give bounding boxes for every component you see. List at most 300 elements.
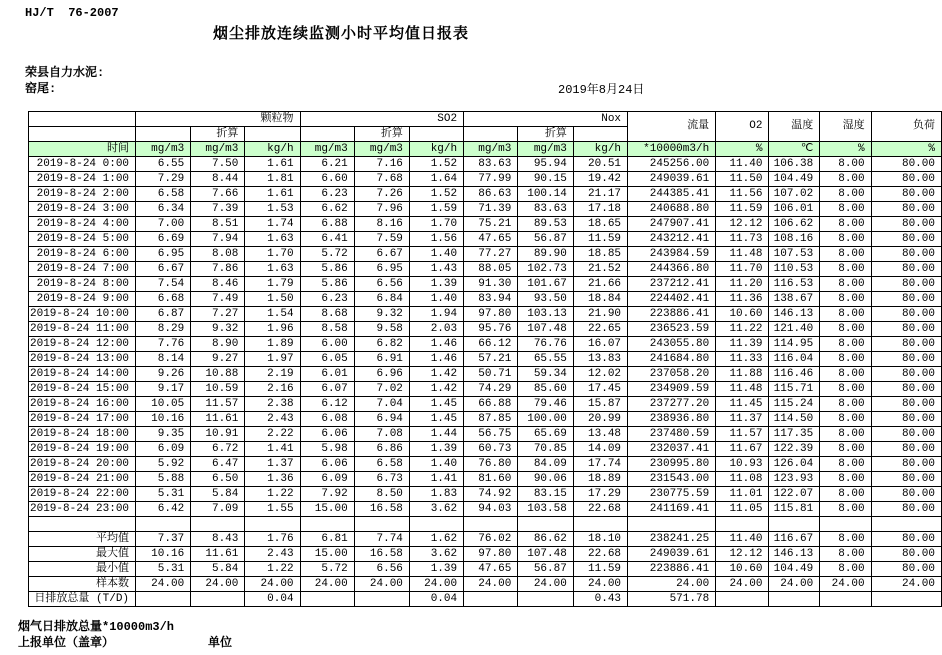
unit-cell: *10000m3/h bbox=[628, 142, 716, 157]
value-cell: 80.00 bbox=[871, 307, 941, 322]
value-cell: 1.83 bbox=[409, 487, 463, 502]
time-cell: 2019-8-24 0:00 bbox=[29, 157, 136, 172]
value-cell: 80.00 bbox=[871, 457, 941, 472]
value-cell: 7.86 bbox=[191, 262, 245, 277]
value-cell: 146.13 bbox=[769, 307, 820, 322]
value-cell: 24.00 bbox=[573, 577, 627, 592]
hour-row bbox=[29, 502, 942, 517]
value-cell: 8.00 bbox=[820, 412, 871, 427]
hour-row bbox=[29, 292, 942, 307]
value-cell: 116.04 bbox=[769, 352, 820, 367]
value-cell: 8.00 bbox=[820, 217, 871, 232]
time-cell: 2019-8-24 16:00 bbox=[29, 397, 136, 412]
value-cell: 6.73 bbox=[354, 472, 409, 487]
hour-row bbox=[29, 307, 942, 322]
value-cell: 1.42 bbox=[409, 382, 463, 397]
value-cell: 237058.20 bbox=[628, 367, 716, 382]
value-cell: 17.45 bbox=[573, 382, 627, 397]
value-cell: 1.41 bbox=[409, 472, 463, 487]
value-cell: 243984.59 bbox=[628, 247, 716, 262]
hour-row bbox=[29, 367, 942, 382]
value-cell: 1.54 bbox=[245, 307, 300, 322]
value-cell: 241169.41 bbox=[628, 502, 716, 517]
value-cell: 1.42 bbox=[409, 367, 463, 382]
value-cell: 20.51 bbox=[573, 157, 627, 172]
value-cell: 7.00 bbox=[136, 217, 191, 232]
value-cell: 8.00 bbox=[820, 487, 871, 502]
time-cell: 2019-8-24 14:00 bbox=[29, 367, 136, 382]
value-cell: 8.00 bbox=[820, 562, 871, 577]
value-cell: 7.66 bbox=[191, 187, 245, 202]
summary-row bbox=[29, 562, 942, 577]
value-cell: 87.85 bbox=[464, 412, 518, 427]
value-cell: 6.06 bbox=[300, 457, 354, 472]
value-cell: 1.79 bbox=[245, 277, 300, 292]
hour-row bbox=[29, 232, 942, 247]
value-cell: 18.85 bbox=[573, 247, 627, 262]
value-cell: 74.29 bbox=[464, 382, 518, 397]
time-cell: 2019-8-24 12:00 bbox=[29, 337, 136, 352]
value-cell: 16.58 bbox=[354, 547, 409, 562]
value-cell: 83.94 bbox=[464, 292, 518, 307]
value-cell: 236523.59 bbox=[628, 322, 716, 337]
value-cell: 24.00 bbox=[820, 577, 871, 592]
value-cell: 6.47 bbox=[191, 457, 245, 472]
value-cell: 6.67 bbox=[354, 247, 409, 262]
value-cell: 18.84 bbox=[573, 292, 627, 307]
value-cell: 8.00 bbox=[820, 502, 871, 517]
time-header: 时间 bbox=[29, 142, 136, 157]
hour-row bbox=[29, 247, 942, 262]
value-cell: 2.19 bbox=[245, 367, 300, 382]
value-cell: 11.61 bbox=[191, 547, 245, 562]
value-cell: 15.00 bbox=[300, 547, 354, 562]
value-cell bbox=[716, 592, 769, 607]
hour-row bbox=[29, 217, 942, 232]
value-cell: 80.00 bbox=[871, 382, 941, 397]
value-cell: 80.00 bbox=[871, 397, 941, 412]
value-cell: 80.00 bbox=[871, 322, 941, 337]
value-cell: 11.59 bbox=[716, 202, 769, 217]
hour-row bbox=[29, 187, 942, 202]
time-cell: 2019-8-24 5:00 bbox=[29, 232, 136, 247]
value-cell: 86.62 bbox=[518, 532, 574, 547]
value-cell: 249039.61 bbox=[628, 172, 716, 187]
value-cell: 90.15 bbox=[518, 172, 574, 187]
value-cell: 8.00 bbox=[820, 187, 871, 202]
value-cell: 5.31 bbox=[136, 487, 191, 502]
value-cell: 24.00 bbox=[628, 577, 716, 592]
value-cell: 11.45 bbox=[716, 397, 769, 412]
value-cell: 47.65 bbox=[464, 232, 518, 247]
value-cell bbox=[464, 517, 518, 532]
value-cell: 21.52 bbox=[573, 262, 627, 277]
value-cell: 11.70 bbox=[716, 262, 769, 277]
summary-label-cell: 平均值 bbox=[29, 532, 136, 547]
unit-cell: ℃ bbox=[769, 142, 820, 157]
value-cell: 10.88 bbox=[191, 367, 245, 382]
value-cell: 6.84 bbox=[354, 292, 409, 307]
value-cell: 8.14 bbox=[136, 352, 191, 367]
value-cell: 245256.00 bbox=[628, 157, 716, 172]
value-cell: 237277.20 bbox=[628, 397, 716, 412]
conv-label-so2: 折算 bbox=[354, 127, 409, 142]
value-cell: 66.12 bbox=[464, 337, 518, 352]
blank-cell bbox=[300, 127, 354, 142]
value-cell: 8.00 bbox=[820, 322, 871, 337]
value-cell: 80.00 bbox=[871, 157, 941, 172]
value-cell: 244366.80 bbox=[628, 262, 716, 277]
value-cell: 95.76 bbox=[464, 322, 518, 337]
value-cell: 6.95 bbox=[354, 262, 409, 277]
value-cell: 21.17 bbox=[573, 187, 627, 202]
value-cell: 1.94 bbox=[409, 307, 463, 322]
value-cell: 80.00 bbox=[871, 532, 941, 547]
value-cell: 7.76 bbox=[136, 337, 191, 352]
value-cell: 115.24 bbox=[769, 397, 820, 412]
value-cell: 1.52 bbox=[409, 187, 463, 202]
blank-cell bbox=[29, 517, 136, 532]
value-cell: 94.03 bbox=[464, 502, 518, 517]
value-cell: 11.73 bbox=[716, 232, 769, 247]
value-cell: 1.55 bbox=[245, 502, 300, 517]
value-cell: 18.89 bbox=[573, 472, 627, 487]
value-cell: 5.84 bbox=[191, 487, 245, 502]
value-cell bbox=[354, 517, 409, 532]
value-cell: 80.00 bbox=[871, 262, 941, 277]
unit-cell: mg/m3 bbox=[354, 142, 409, 157]
value-cell: 106.01 bbox=[769, 202, 820, 217]
value-cell: 11.36 bbox=[716, 292, 769, 307]
time-cell: 2019-8-24 10:00 bbox=[29, 307, 136, 322]
value-cell: 6.09 bbox=[300, 472, 354, 487]
blank-cell bbox=[136, 127, 191, 142]
value-cell: 11.57 bbox=[716, 427, 769, 442]
value-cell: 6.58 bbox=[354, 457, 409, 472]
value-cell: 10.91 bbox=[191, 427, 245, 442]
value-cell: 1.53 bbox=[245, 202, 300, 217]
time-cell: 2019-8-24 11:00 bbox=[29, 322, 136, 337]
value-cell: 7.27 bbox=[191, 307, 245, 322]
value-cell: 0.04 bbox=[409, 592, 463, 607]
time-cell: 2019-8-24 9:00 bbox=[29, 292, 136, 307]
hour-row bbox=[29, 277, 942, 292]
value-cell: 106.38 bbox=[769, 157, 820, 172]
value-cell: 10.59 bbox=[191, 382, 245, 397]
value-cell: 11.01 bbox=[716, 487, 769, 502]
location-label: 窑尾: bbox=[25, 82, 57, 96]
value-cell: 85.60 bbox=[518, 382, 574, 397]
value-cell: 230995.80 bbox=[628, 457, 716, 472]
value-cell: 9.26 bbox=[136, 367, 191, 382]
value-cell: 7.59 bbox=[354, 232, 409, 247]
col-load: 负荷 bbox=[871, 112, 941, 142]
unit-cell: % bbox=[716, 142, 769, 157]
value-cell bbox=[518, 592, 574, 607]
value-cell: 6.69 bbox=[136, 232, 191, 247]
value-cell: 80.00 bbox=[871, 217, 941, 232]
value-cell bbox=[871, 592, 941, 607]
value-cell: 11.67 bbox=[716, 442, 769, 457]
unit-cell: mg/m3 bbox=[136, 142, 191, 157]
value-cell: 1.70 bbox=[245, 247, 300, 262]
value-cell: 5.86 bbox=[300, 277, 354, 292]
value-cell bbox=[518, 517, 574, 532]
value-cell: 104.49 bbox=[769, 562, 820, 577]
value-cell: 17.29 bbox=[573, 487, 627, 502]
value-cell: 11.40 bbox=[716, 532, 769, 547]
value-cell: 76.76 bbox=[518, 337, 574, 352]
value-cell: 1.45 bbox=[409, 397, 463, 412]
value-cell: 20.99 bbox=[573, 412, 627, 427]
value-cell: 10.60 bbox=[716, 307, 769, 322]
value-cell: 2.03 bbox=[409, 322, 463, 337]
hour-row bbox=[29, 442, 942, 457]
time-cell: 2019-8-24 19:00 bbox=[29, 442, 136, 457]
hour-row bbox=[29, 457, 942, 472]
value-cell: 115.71 bbox=[769, 382, 820, 397]
footer-report-unit: 上报单位（盖章） bbox=[18, 636, 115, 650]
value-cell: 3.62 bbox=[409, 502, 463, 517]
value-cell: 60.73 bbox=[464, 442, 518, 457]
value-cell: 6.00 bbox=[300, 337, 354, 352]
value-cell: 11.50 bbox=[716, 172, 769, 187]
value-cell: 6.07 bbox=[300, 382, 354, 397]
hour-row bbox=[29, 322, 942, 337]
value-cell: 5.92 bbox=[136, 457, 191, 472]
value-cell: 66.88 bbox=[464, 397, 518, 412]
time-cell: 2019-8-24 6:00 bbox=[29, 247, 136, 262]
value-cell: 11.48 bbox=[716, 382, 769, 397]
value-cell: 107.53 bbox=[769, 247, 820, 262]
value-cell: 1.74 bbox=[245, 217, 300, 232]
value-cell: 1.46 bbox=[409, 352, 463, 367]
summary-label-cell bbox=[29, 592, 136, 607]
value-cell: 7.16 bbox=[354, 157, 409, 172]
unit-cell: kg/h bbox=[245, 142, 300, 157]
value-cell: 8.43 bbox=[191, 532, 245, 547]
value-cell: 1.97 bbox=[245, 352, 300, 367]
value-cell: 70.85 bbox=[518, 442, 574, 457]
value-cell: 1.96 bbox=[245, 322, 300, 337]
value-cell: 122.07 bbox=[769, 487, 820, 502]
value-cell: 231543.00 bbox=[628, 472, 716, 487]
value-cell: 11.05 bbox=[716, 502, 769, 517]
value-cell: 11.88 bbox=[716, 367, 769, 382]
value-cell: 83.63 bbox=[464, 157, 518, 172]
value-cell: 8.00 bbox=[820, 337, 871, 352]
value-cell: 8.00 bbox=[820, 472, 871, 487]
value-cell: 237212.41 bbox=[628, 277, 716, 292]
value-cell: 12.12 bbox=[716, 547, 769, 562]
value-cell: 101.67 bbox=[518, 277, 574, 292]
value-cell: 1.40 bbox=[409, 247, 463, 262]
value-cell: 116.67 bbox=[769, 532, 820, 547]
value-cell: 9.35 bbox=[136, 427, 191, 442]
value-cell: 24.00 bbox=[769, 577, 820, 592]
value-cell: 1.56 bbox=[409, 232, 463, 247]
value-cell: 232037.41 bbox=[628, 442, 716, 457]
value-cell: 10.93 bbox=[716, 457, 769, 472]
value-cell: 1.81 bbox=[245, 172, 300, 187]
value-cell: 7.54 bbox=[136, 277, 191, 292]
value-cell: 11.40 bbox=[716, 157, 769, 172]
value-cell: 18.65 bbox=[573, 217, 627, 232]
value-cell: 89.90 bbox=[518, 247, 574, 262]
conv-label-nox: 折算 bbox=[518, 127, 574, 142]
blank-cell bbox=[245, 127, 300, 142]
summary-row bbox=[29, 532, 942, 547]
group-so2: SO2 bbox=[300, 112, 464, 127]
value-cell: 121.40 bbox=[769, 322, 820, 337]
value-cell: 6.21 bbox=[300, 157, 354, 172]
value-cell: 7.02 bbox=[354, 382, 409, 397]
value-cell bbox=[136, 517, 191, 532]
value-cell: 79.46 bbox=[518, 397, 574, 412]
value-cell: 6.56 bbox=[354, 277, 409, 292]
time-cell: 2019-8-24 2:00 bbox=[29, 187, 136, 202]
value-cell bbox=[245, 517, 300, 532]
hour-row bbox=[29, 337, 942, 352]
value-cell: 241684.80 bbox=[628, 352, 716, 367]
value-cell: 56.87 bbox=[518, 562, 574, 577]
value-cell: 77.99 bbox=[464, 172, 518, 187]
value-cell: 56.75 bbox=[464, 427, 518, 442]
value-cell: 80.00 bbox=[871, 337, 941, 352]
col-flow: 流量 bbox=[628, 112, 716, 142]
value-cell: 244385.41 bbox=[628, 187, 716, 202]
value-cell: 7.49 bbox=[191, 292, 245, 307]
value-cell: 6.12 bbox=[300, 397, 354, 412]
value-cell: 6.60 bbox=[300, 172, 354, 187]
value-cell: 83.15 bbox=[518, 487, 574, 502]
value-cell: 8.00 bbox=[820, 397, 871, 412]
hour-row bbox=[29, 472, 942, 487]
value-cell: 8.00 bbox=[820, 247, 871, 262]
value-cell: 24.00 bbox=[245, 577, 300, 592]
value-cell: 74.92 bbox=[464, 487, 518, 502]
value-cell: 1.76 bbox=[245, 532, 300, 547]
value-cell: 17.18 bbox=[573, 202, 627, 217]
value-cell: 571.78 bbox=[628, 592, 716, 607]
value-cell: 2.22 bbox=[245, 427, 300, 442]
value-cell: 6.86 bbox=[354, 442, 409, 457]
value-cell: 80.00 bbox=[871, 367, 941, 382]
value-cell: 8.00 bbox=[820, 202, 871, 217]
value-cell: 77.27 bbox=[464, 247, 518, 262]
time-cell: 2019-8-24 3:00 bbox=[29, 202, 136, 217]
value-cell: 7.29 bbox=[136, 172, 191, 187]
value-cell: 6.58 bbox=[136, 187, 191, 202]
value-cell: 11.48 bbox=[716, 247, 769, 262]
value-cell: 90.06 bbox=[518, 472, 574, 487]
value-cell: 9.17 bbox=[136, 382, 191, 397]
value-cell: 6.06 bbox=[300, 427, 354, 442]
value-cell: 2.16 bbox=[245, 382, 300, 397]
time-col-blank bbox=[29, 112, 136, 127]
value-cell: 8.00 bbox=[820, 262, 871, 277]
value-cell: 1.50 bbox=[245, 292, 300, 307]
value-cell: 117.35 bbox=[769, 427, 820, 442]
value-cell: 11.22 bbox=[716, 322, 769, 337]
value-cell: 123.93 bbox=[769, 472, 820, 487]
value-cell: 1.89 bbox=[245, 337, 300, 352]
time-cell: 2019-8-24 21:00 bbox=[29, 472, 136, 487]
value-cell: 6.82 bbox=[354, 337, 409, 352]
value-cell: 22.68 bbox=[573, 502, 627, 517]
value-cell: 8.00 bbox=[820, 292, 871, 307]
value-cell: 115.81 bbox=[769, 502, 820, 517]
footer-unit: 单位 bbox=[208, 636, 233, 650]
value-cell: 6.67 bbox=[136, 262, 191, 277]
summary-row bbox=[29, 577, 942, 592]
value-cell bbox=[573, 517, 627, 532]
value-cell: 19.42 bbox=[573, 172, 627, 187]
value-cell: 6.68 bbox=[136, 292, 191, 307]
value-cell: 15.87 bbox=[573, 397, 627, 412]
value-cell: 11.20 bbox=[716, 277, 769, 292]
value-cell: 6.42 bbox=[136, 502, 191, 517]
value-cell: 8.16 bbox=[354, 217, 409, 232]
value-cell: 1.70 bbox=[409, 217, 463, 232]
hour-row bbox=[29, 157, 942, 172]
value-cell: 100.00 bbox=[518, 412, 574, 427]
value-cell: 6.94 bbox=[354, 412, 409, 427]
value-cell: 16.07 bbox=[573, 337, 627, 352]
value-cell: 110.53 bbox=[769, 262, 820, 277]
value-cell: 81.60 bbox=[464, 472, 518, 487]
value-cell: 24.00 bbox=[464, 577, 518, 592]
value-cell: 7.94 bbox=[191, 232, 245, 247]
value-cell: 22.68 bbox=[573, 547, 627, 562]
group-particulate: 颗粒物 bbox=[136, 112, 301, 127]
value-cell: 2.43 bbox=[245, 412, 300, 427]
value-cell: 86.63 bbox=[464, 187, 518, 202]
summary-label-cell: 样本数 bbox=[29, 577, 136, 592]
value-cell: 10.05 bbox=[136, 397, 191, 412]
value-cell: 1.22 bbox=[245, 562, 300, 577]
value-cell: 13.48 bbox=[573, 427, 627, 442]
blank-cell bbox=[29, 127, 136, 142]
value-cell: 65.69 bbox=[518, 427, 574, 442]
value-cell: 24.00 bbox=[518, 577, 574, 592]
value-cell: 1.37 bbox=[245, 457, 300, 472]
value-cell: 59.34 bbox=[518, 367, 574, 382]
value-cell: 22.65 bbox=[573, 322, 627, 337]
value-cell: 6.95 bbox=[136, 247, 191, 262]
value-cell: 108.16 bbox=[769, 232, 820, 247]
value-cell: 234909.59 bbox=[628, 382, 716, 397]
value-cell: 16.58 bbox=[354, 502, 409, 517]
value-cell: 224402.41 bbox=[628, 292, 716, 307]
value-cell: 3.62 bbox=[409, 547, 463, 562]
value-cell: 11.37 bbox=[716, 412, 769, 427]
value-cell: 122.39 bbox=[769, 442, 820, 457]
value-cell: 116.46 bbox=[769, 367, 820, 382]
value-cell: 80.00 bbox=[871, 412, 941, 427]
value-cell: 24.00 bbox=[409, 577, 463, 592]
value-cell: 8.46 bbox=[191, 277, 245, 292]
unit-cell: kg/h bbox=[573, 142, 627, 157]
value-cell: 91.30 bbox=[464, 277, 518, 292]
value-cell: 8.00 bbox=[820, 532, 871, 547]
value-cell: 1.36 bbox=[245, 472, 300, 487]
value-cell: 7.74 bbox=[354, 532, 409, 547]
value-cell: 1.41 bbox=[245, 442, 300, 457]
value-cell: 11.59 bbox=[573, 232, 627, 247]
value-cell: 1.61 bbox=[245, 187, 300, 202]
value-cell: 1.62 bbox=[409, 532, 463, 547]
